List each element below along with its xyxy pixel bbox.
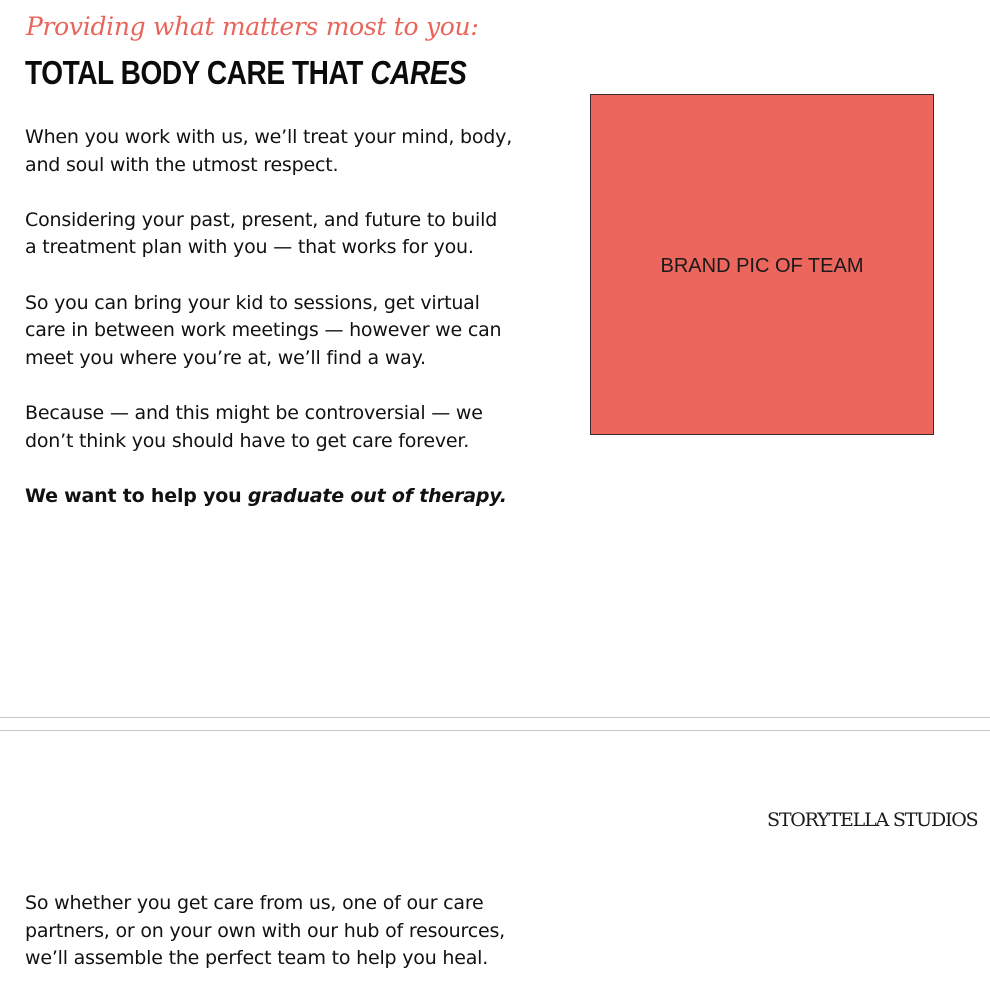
section-divider-top: [0, 717, 990, 718]
paragraph-line: When you work with us, we’ll treat your mind, body,: [25, 126, 513, 148]
paragraph-line: meet you where you’re at, we’ll find a way.: [25, 346, 426, 369]
page-title: [25, 54, 466, 92]
paragraph-line: care in between work meetings — however we can: [25, 319, 502, 342]
closing-lead: We want to help you: [25, 484, 248, 507]
headline-main: TOTAL BODY CARE THAT: [25, 54, 371, 91]
paragraph-flexibility: [25, 290, 585, 373]
closing-statement: [25, 483, 585, 511]
team-photo-placeholder: [590, 94, 934, 435]
paragraph-line: don’t think you should have to get care forever.: [25, 429, 470, 452]
kicker-tagline: Providing what matters most to you:: [26, 12, 479, 41]
closing-emphasis: graduate out of therapy.: [247, 484, 507, 507]
footer-paragraph: [25, 890, 585, 973]
paragraph-line: So you can bring your kid to sessions, get virtual: [25, 291, 480, 314]
paragraph-controversial: [25, 400, 585, 455]
footer-line: partners, or on your own with our hub of resources,: [25, 919, 505, 942]
body-copy: [25, 124, 585, 538]
footer-line: we’ll assemble the perfect team to help you heal.: [25, 947, 489, 970]
headline-emphasis: CARES: [370, 54, 467, 91]
paragraph-respect: [25, 124, 585, 179]
paragraph-line: a treatment plan with you — that works for you.: [25, 236, 474, 259]
footer-line: So whether you get care from us, one of our care: [25, 892, 484, 914]
paragraph-line: Considering your past, present, and future to build: [25, 208, 498, 231]
paragraph-line: Because — and this might be controversial — we: [25, 401, 483, 424]
storytella-studios-logo: STORYTELLA STUDIOS: [767, 809, 978, 831]
paragraph-line: and soul with the utmost respect.: [25, 153, 339, 176]
photo-placeholder-label: BRAND PIC OF TEAM: [660, 255, 864, 277]
paragraph-treatment-plan: [25, 207, 585, 262]
section-divider-bottom: [0, 730, 990, 731]
